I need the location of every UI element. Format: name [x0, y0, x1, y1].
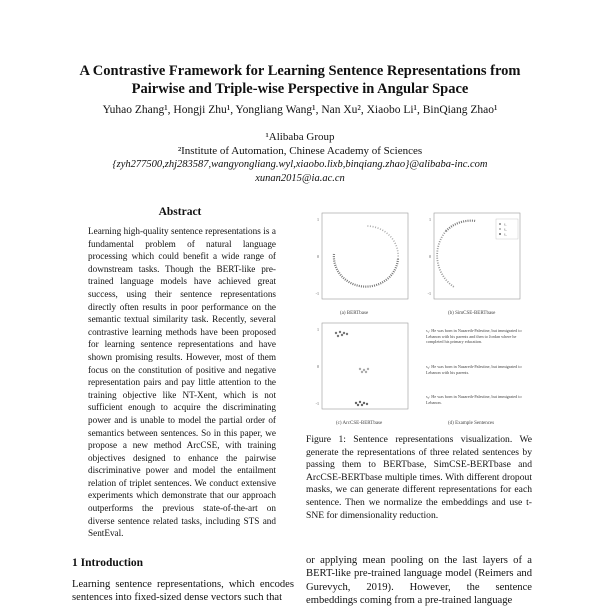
scatter-arc-s2: [437, 231, 454, 287]
panel-d-caption: (d) Example Sentences: [448, 421, 495, 426]
panel-b-plot: [424, 209, 524, 309]
author-list: Yuhao Zhang¹, Hongji Zhu¹, Yongliang Wang¹, Nan Xu², Xiaobo Li¹, BinQiang Zhao¹: [102, 104, 498, 116]
panel-a-plot: [312, 209, 412, 309]
column-2-text: or applying mean pooling on the last layers of a BERT-like pre-trained language model (Reimers and Gurevych, 2019). However, the sentence embeddings coming from a pre-trained language: [306, 555, 532, 607]
tick-label: 1: [317, 327, 319, 332]
introduction-text: Learning sentence representations, which encodes sentences into fixed-sized dense vectors such that: [72, 579, 294, 604]
affiliation-1: ¹Alibaba Group: [265, 131, 335, 143]
legend-marker: [499, 228, 501, 230]
title-line-1: A Contrastive Framework for Learning Sentence Representations from: [79, 63, 521, 79]
legend-marker: [499, 233, 501, 235]
panel-a-caption: (a) BERTbase: [340, 311, 369, 316]
affiliations: [40, 130, 560, 186]
example-sentence-3: s₃: He was born in Nazareth-Palestine, but immigrated to Lebanon.: [426, 394, 522, 405]
example-sentence-2: s₂: He was born in Nazareth-Palestine, but immigrated to Lebanon with his parents.: [426, 364, 522, 375]
tick-label: 0: [429, 254, 431, 259]
scatter-cluster-s1: [335, 331, 348, 337]
figure-caption: Figure 1: Sentence representations visualization. We generate the representations of three related sentences by passing them to BERTbase, SimCSE-BERTbase and ArcCSE-BERTbase multiple times. With different dropout masks, we can generate different representations for each sentence. Then we normalize the embeddings and use t-SNE for dimensionality reduction.: [306, 434, 532, 521]
scatter-ring-s2: [367, 226, 398, 259]
abstract-heading: Abstract: [158, 206, 202, 218]
panel-c-caption: (c) ArcCSE-BERTbase: [336, 421, 383, 426]
tick-label: 1: [429, 217, 431, 222]
scatter-arc-s1: [446, 221, 476, 231]
tick-label: -1: [315, 291, 319, 296]
scatter-cluster-s3: [355, 401, 368, 406]
legend-entry: s₂: [504, 227, 507, 232]
panel-c-plot: [312, 319, 412, 419]
title-line-2: Pairwise and Triple-wise Perspective in Angular Space: [131, 81, 469, 97]
panel-b-caption: (b) SimCSE-BERTbase: [448, 311, 496, 316]
email-line-2: xunan2015@ia.ac.cn: [255, 173, 345, 184]
tick-label: 0: [317, 364, 319, 369]
abstract-text: Learning high-quality sentence representations is a fundamental problem of natural language processing which could benefit a wide range of downstream tasks. Though the BERT-like pre-trained language models have achieved great success, using their sentence representations directly often results in poor performance on the semantic textual similarity task. Recently, several contrastive learning methods have been proposed for learning sentence representations and have shown promising results. However, most of them focus on the constitution of positive and negative representation pairs and pay little attention to the training objective like NT-Xent, which is not sufficient enough to acquire the discriminating power and is unable to model the partial order of semantics between sentences. So in this paper, we propose a new method ArcCSE, with training objectives designed to enhance the pairwise discriminative power and model the entailment relation of triplet sentences. We conduct extensive experiments which demonstrate that our approach outperforms the previous state-of-the-art on diverse sentence related tasks, including STS and SentEval.: [88, 226, 276, 539]
scatter-ring-s1: [334, 254, 398, 287]
legend-entry: s₃: [504, 232, 507, 237]
legend-marker: [499, 223, 501, 225]
legend-entry: s₁: [504, 222, 507, 227]
email-line-1: {zyh277500,zhj283587,wangyongliang.wyl,xiaobo.lixb,binqiang.zhao}@alibaba-inc.com: [112, 159, 488, 170]
introduction-heading: 1 Introduction: [72, 557, 144, 569]
tick-label: 1: [317, 217, 319, 222]
tick-label: 0: [317, 254, 319, 259]
paper-title: [60, 62, 540, 98]
tick-label: -1: [315, 401, 319, 406]
scatter-cluster-s2: [359, 368, 369, 373]
example-sentence-1: s₁: He was born in Nazareth-Palestine, but immigrated to Lebanon with his parents and then to Jordan where he completed his primary education.: [426, 328, 522, 345]
affiliation-2: ²Institute of Automation, Chinese Academy of Sciences: [177, 145, 423, 157]
tick-label: -1: [427, 291, 431, 296]
